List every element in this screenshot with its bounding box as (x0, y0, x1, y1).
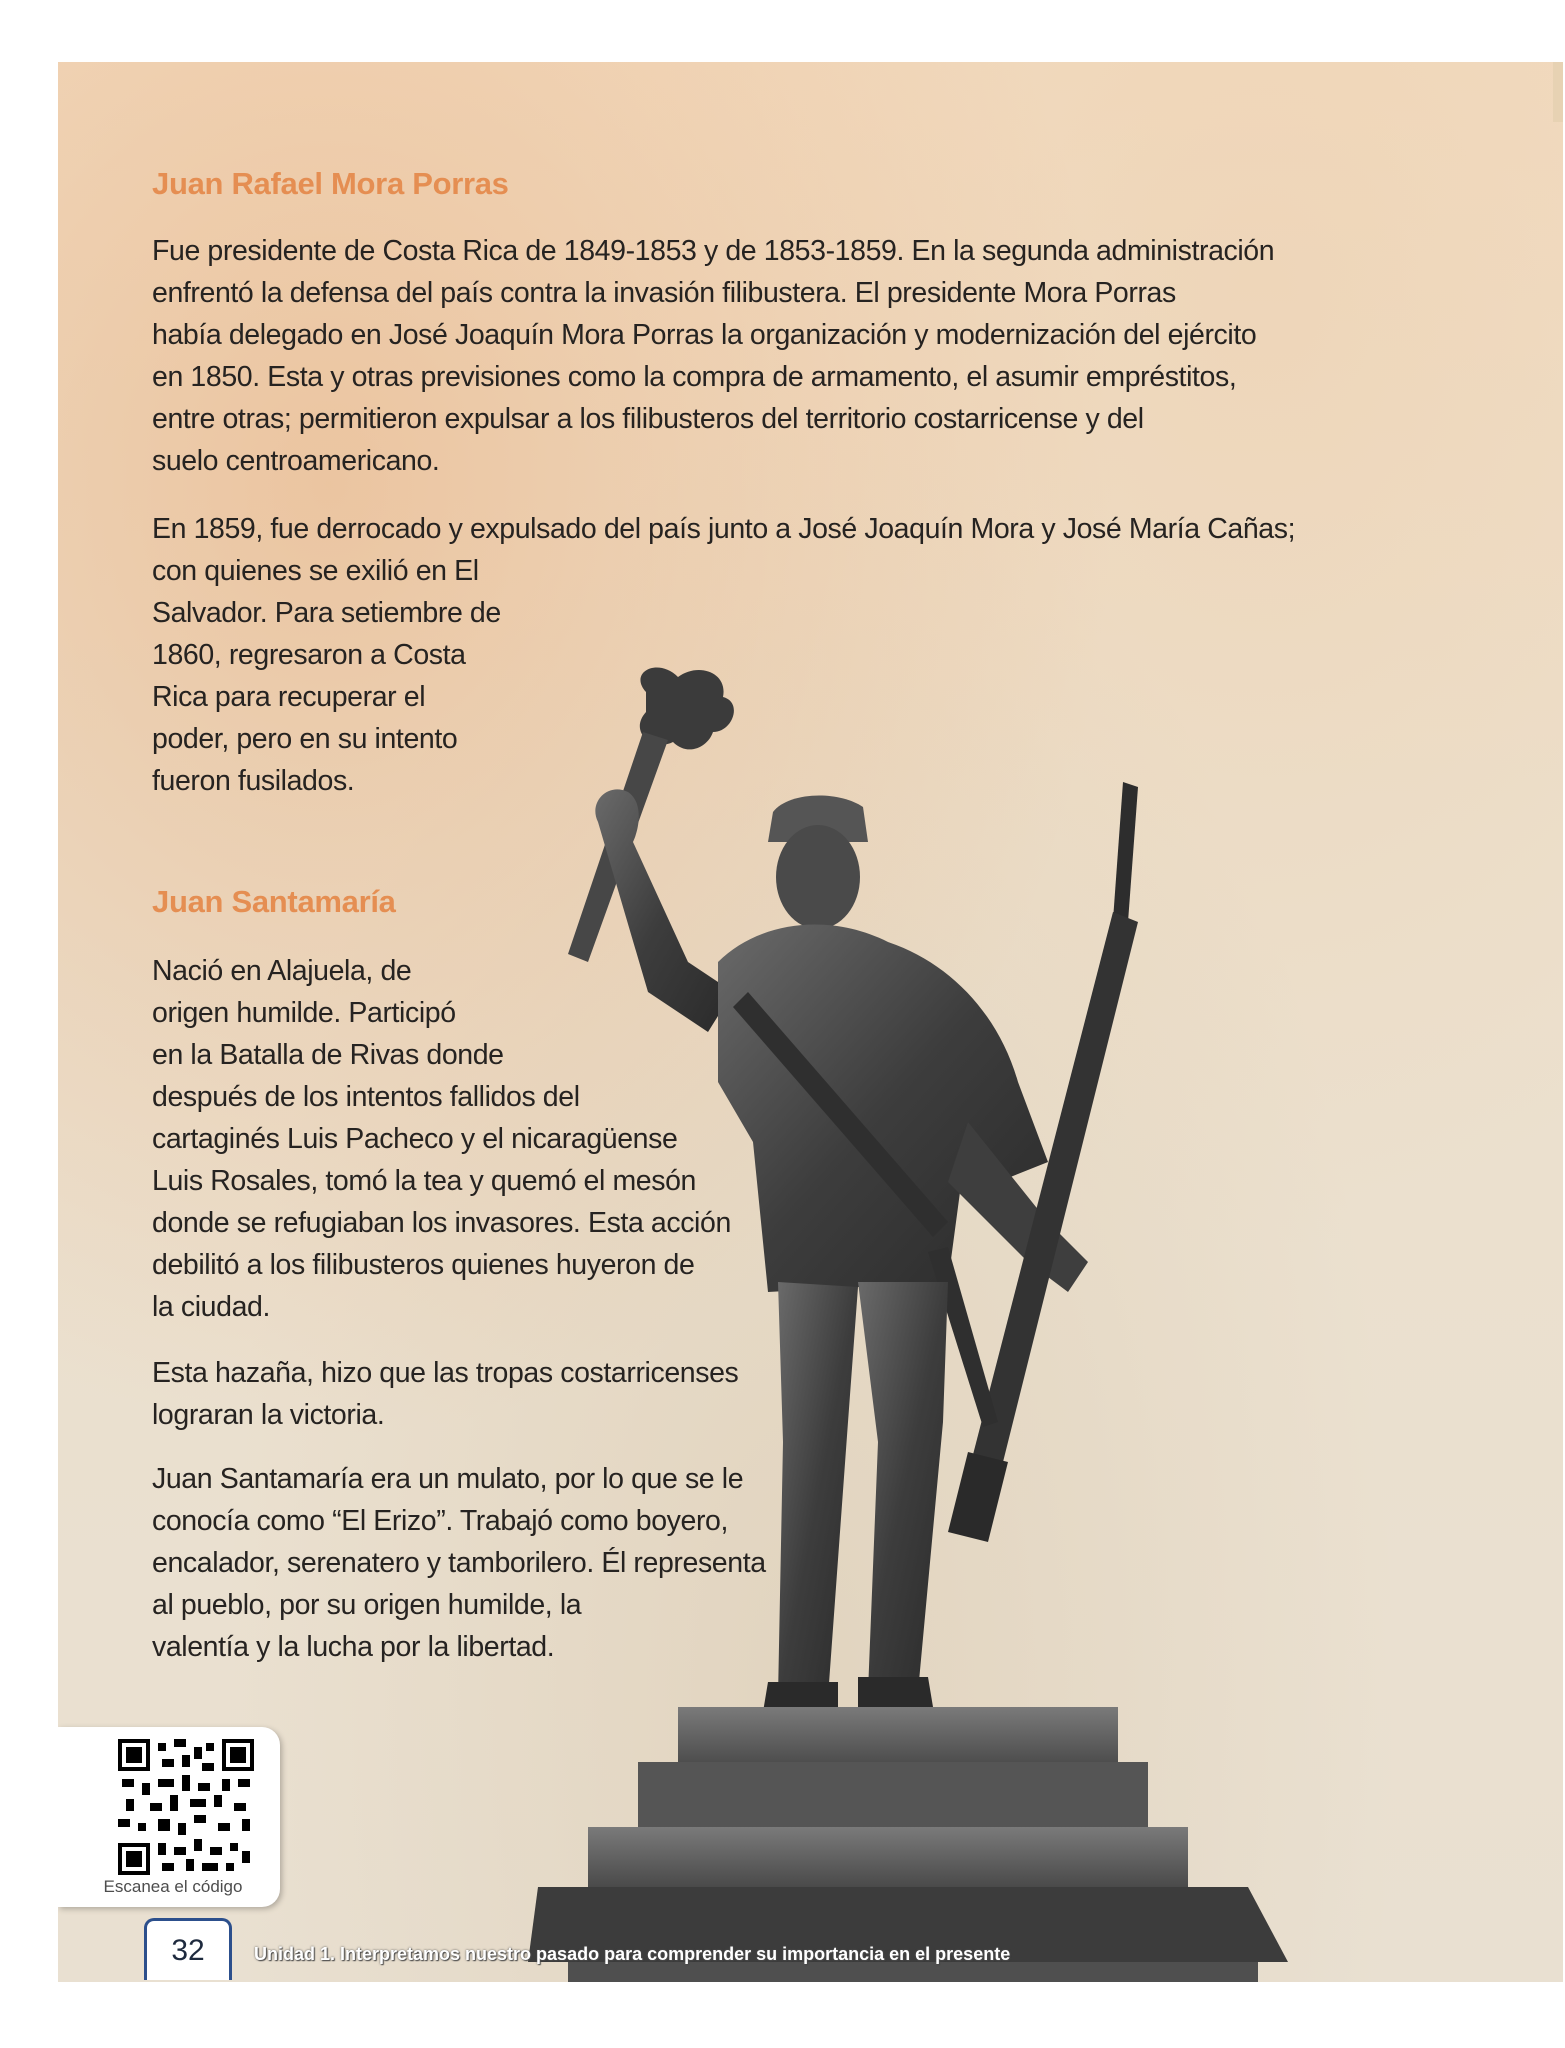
text-line: poder, pero en su intento (152, 723, 458, 755)
santamaria-paragraph-2 (152, 1352, 862, 1436)
text-line: Nació en Alajuela, de (152, 955, 412, 987)
text-line: Rica para recuperar el (152, 681, 426, 713)
text-line: Fue presidente de Costa Rica de 1849-1853 y de 1853-1859. En la segunda administración (152, 235, 1275, 267)
text-line: debilitó a los filibusteros quienes huyeron de (152, 1249, 695, 1281)
text-line: había delegado en José Joaquín Mora Porras la organización y modernización del ejército (152, 319, 1257, 351)
text-line: cartaginés Luis Pacheco y el nicaragüense (152, 1123, 678, 1155)
qr-code-label: Escanea el código (103, 1877, 243, 1896)
text-line: después de los intentos fallidos del (152, 1081, 580, 1113)
section-title-juan-santamaria: Juan Santamaría (152, 884, 396, 919)
text-line: fueron fusilados. (152, 765, 355, 797)
text-line: Salvador. Para setiembre de (152, 597, 501, 629)
unit-footer-text: Unidad 1. Interpretamos nuestro pasado para comprender su importancia en el presente (254, 1944, 1011, 1964)
text-line: enfrentó la defensa del país contra la invasión filibustera. El presidente Mora Porras (152, 277, 1176, 309)
text-line: en la Batalla de Rivas donde (152, 1039, 504, 1071)
qr-code-card[interactable] (58, 1727, 280, 1907)
text-line: encalador, serenatero y tamborilero. Él representa (152, 1547, 766, 1579)
text-line: al pueblo, por su origen humilde, la (152, 1589, 582, 1621)
page-number: 32 (144, 1918, 232, 1980)
santamaria-paragraph-1 (152, 950, 812, 1328)
text-line: con quienes se exilió en El (152, 555, 479, 587)
qr-code-icon[interactable] (118, 1739, 254, 1875)
mora-porras-paragraph-2-lead: En 1859, fue derrocado y expulsado del país junto a José Joaquín Mora y José María Cañas; (152, 513, 1296, 545)
mora-porras-paragraph-1 (152, 230, 1327, 482)
text-line: 1860, regresaron a Costa (152, 639, 466, 671)
text-line: lograran la victoria. (152, 1399, 385, 1431)
santamaria-paragraph-3 (152, 1458, 862, 1668)
textbook-page (58, 62, 1563, 1982)
text-line: Esta hazaña, hizo que las tropas costarricenses (152, 1357, 739, 1389)
section-title-mora-porras: Juan Rafael Mora Porras (152, 166, 509, 201)
text-line: Luis Rosales, tomó la tea y quemó el mesón (152, 1165, 696, 1197)
text-line: valentía y la lucha por la libertad. (152, 1631, 555, 1663)
text-line: la ciudad. (152, 1291, 271, 1323)
text-line: suelo centroamericano. (152, 445, 440, 477)
text-line: donde se refugiaban los invasores. Esta acción (152, 1207, 731, 1239)
text-line: origen humilde. Participó (152, 997, 456, 1029)
text-line: Juan Santamaría era un mulato, por lo que se le (152, 1463, 744, 1495)
text-line: conocía como “El Erizo”. Trabajó como boyero, (152, 1505, 729, 1537)
page-edge (1553, 62, 1563, 122)
mora-porras-paragraph-2 (152, 550, 582, 802)
text-line: en 1850. Esta y otras previsiones como la compra de armamento, el asumir empréstitos, (152, 361, 1237, 393)
text-line: entre otras; permitieron expulsar a los filibusteros del territorio costarricense y del (152, 403, 1144, 435)
